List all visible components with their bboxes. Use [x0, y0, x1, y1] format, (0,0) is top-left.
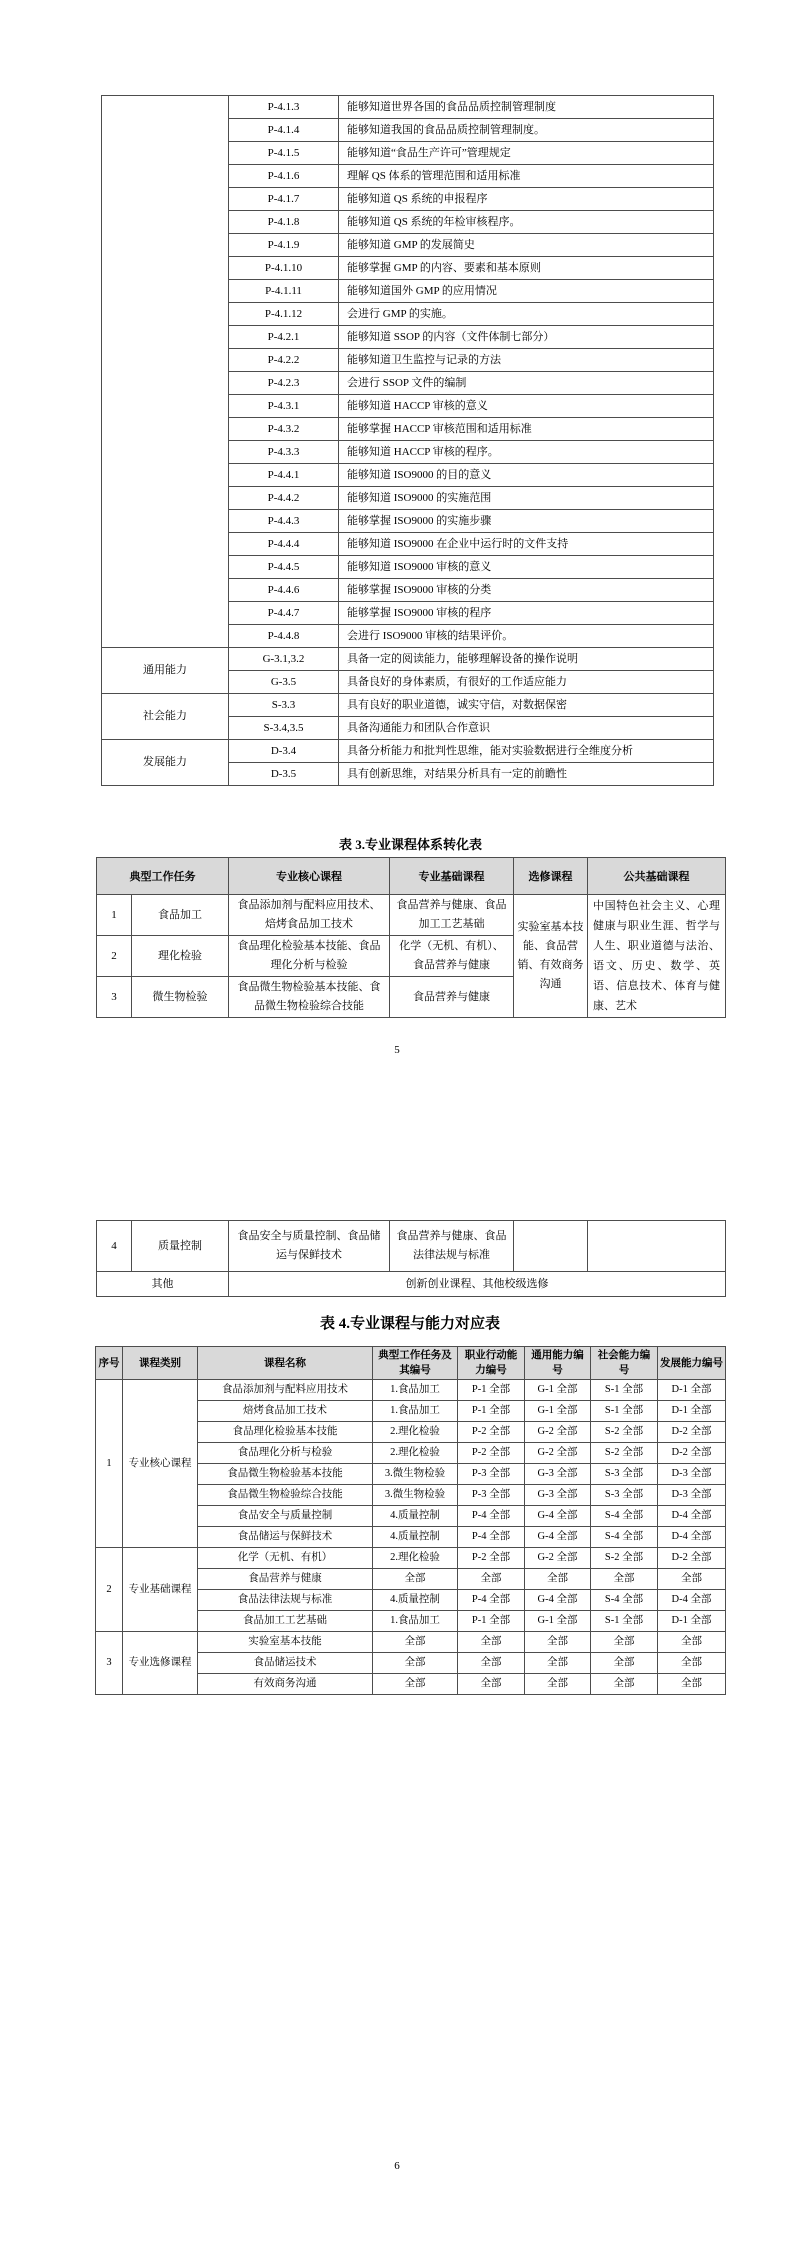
code-cell: P-4.3.3: [229, 441, 339, 464]
table-row: [96, 1380, 726, 1401]
desc-cell: 能够知道 ISO9000 的实施范围: [339, 487, 714, 510]
development-ability-cell: D-3 全部: [658, 1464, 726, 1485]
table3-header-row: [97, 858, 726, 895]
code-cell: P-4.3.1: [229, 395, 339, 418]
desc-cell: 具备一定的阅读能力，能够理解设备的操作说明: [339, 648, 714, 671]
code-cell: P-4.3.2: [229, 418, 339, 441]
code-cell: P-4.1.7: [229, 188, 339, 211]
development-ability-cell: D-1 全部: [658, 1611, 726, 1632]
table-row: [96, 1632, 726, 1653]
table-row: [102, 96, 714, 119]
professional-ability-cell: P-3 全部: [458, 1485, 525, 1506]
desc-cell: 能够知道我国的食品品质控制管理制度。: [339, 119, 714, 142]
category-cell: 通用能力: [102, 648, 229, 694]
professional-ability-cell: P-1 全部: [458, 1380, 525, 1401]
category-cell: 发展能力: [102, 740, 229, 786]
typical-task-cell: 全部: [373, 1653, 458, 1674]
desc-cell: 能够掌握 GMP 的内容、要素和基本原则: [339, 257, 714, 280]
code-cell: P-4.4.1: [229, 464, 339, 487]
desc-cell: 能够掌握 HACCP 审核范围和适用标准: [339, 418, 714, 441]
typical-task-cell: 1.食品加工: [373, 1401, 458, 1422]
table-row: [97, 1221, 726, 1272]
elective-courses-cell: 实验室基本技能、食品营销、有效商务沟通: [514, 895, 588, 1018]
social-ability-cell: S-3 全部: [591, 1464, 658, 1485]
desc-cell: 能够知道 GMP 的发展简史: [339, 234, 714, 257]
desc-cell: 能够知道卫生监控与记录的方法: [339, 349, 714, 372]
typical-task-cell: 3.微生物检验: [373, 1485, 458, 1506]
desc-cell: 能够知道 QS 系统的申报程序: [339, 188, 714, 211]
code-cell: P-4.1.10: [229, 257, 339, 280]
header-basic-courses: 专业基础课程: [390, 858, 514, 895]
desc-cell: 具有良好的职业道德，诚实守信，对数据保密: [339, 694, 714, 717]
general-ability-cell: G-2 全部: [525, 1443, 591, 1464]
table-row: [102, 648, 714, 671]
row-number-cell: 4: [97, 1221, 132, 1272]
general-ability-cell: G-2 全部: [525, 1548, 591, 1569]
general-ability-cell: G-3 全部: [525, 1464, 591, 1485]
general-ability-cell: G-1 全部: [525, 1611, 591, 1632]
header-seq: 序号: [96, 1347, 123, 1380]
header-core-courses: 专业核心课程: [229, 858, 390, 895]
course-category-cell: 专业核心课程: [123, 1380, 198, 1548]
desc-cell: 会进行 ISO9000 审核的结果评价。: [339, 625, 714, 648]
page-number-6: 6: [394, 2160, 400, 2172]
typical-task-cell: 全部: [373, 1674, 458, 1695]
public-cell-empty: [588, 1221, 726, 1272]
code-cell: G-3.1,3.2: [229, 648, 339, 671]
other-value-cell: 创新创业课程、其他校级选修: [229, 1272, 726, 1297]
core-courses-cell: 食品理化检验基本技能、食品理化分析与检验: [229, 936, 390, 977]
table-row: [96, 1548, 726, 1569]
development-ability-cell: 全部: [658, 1632, 726, 1653]
course-system-table: [96, 857, 726, 1018]
professional-ability-cell: P-2 全部: [458, 1422, 525, 1443]
basic-courses-cell: 食品营养与健康、食品加工工艺基础: [390, 895, 514, 936]
core-courses-cell: 食品安全与质量控制、食品储运与保鲜技术: [229, 1221, 390, 1272]
desc-cell: 具有创新思维，对结果分析具有一定的前瞻性: [339, 763, 714, 786]
course-name-cell: 食品储运与保鲜技术: [198, 1527, 373, 1548]
course-name-cell: 食品微生物检验基本技能: [198, 1464, 373, 1485]
professional-ability-cell: P-1 全部: [458, 1611, 525, 1632]
code-cell: P-4.4.7: [229, 602, 339, 625]
development-ability-cell: D-1 全部: [658, 1380, 726, 1401]
development-ability-cell: 全部: [658, 1569, 726, 1590]
code-cell: D-3.5: [229, 763, 339, 786]
professional-ability-cell: 全部: [458, 1569, 525, 1590]
professional-ability-cell: 全部: [458, 1653, 525, 1674]
course-category-cell: 专业选修课程: [123, 1632, 198, 1695]
typical-task-cell: 2.理化检验: [373, 1422, 458, 1443]
social-ability-cell: 全部: [591, 1653, 658, 1674]
general-ability-cell: G-3 全部: [525, 1485, 591, 1506]
code-cell: P-4.4.6: [229, 579, 339, 602]
code-cell: P-4.4.3: [229, 510, 339, 533]
professional-ability-cell: P-4 全部: [458, 1506, 525, 1527]
desc-cell: 能够知道 ISO9000 在企业中运行时的文件支持: [339, 533, 714, 556]
social-ability-cell: S-1 全部: [591, 1611, 658, 1632]
general-ability-cell: G-2 全部: [525, 1422, 591, 1443]
social-ability-cell: S-4 全部: [591, 1506, 658, 1527]
row-number-cell: 2: [97, 936, 132, 977]
group-number-cell: 1: [96, 1380, 123, 1548]
code-cell: P-4.2.3: [229, 372, 339, 395]
development-ability-cell: 全部: [658, 1674, 726, 1695]
task-cell: 微生物检验: [132, 977, 229, 1018]
social-ability-cell: S-3 全部: [591, 1485, 658, 1506]
course-system-table-continued: [96, 1220, 726, 1297]
social-ability-cell: S-4 全部: [591, 1527, 658, 1548]
group-number-cell: 2: [96, 1548, 123, 1632]
development-ability-cell: D-1 全部: [658, 1401, 726, 1422]
page-number-5: 5: [394, 1044, 400, 1056]
course-name-cell: 食品添加剂与配料应用技术: [198, 1380, 373, 1401]
code-cell: P-4.1.6: [229, 165, 339, 188]
typical-task-cell: 3.微生物检验: [373, 1464, 458, 1485]
basic-courses-cell: 食品营养与健康: [390, 977, 514, 1018]
social-ability-cell: 全部: [591, 1569, 658, 1590]
desc-cell: 具备良好的身体素质，有很好的工作适应能力: [339, 671, 714, 694]
course-category-cell: 专业基础课程: [123, 1548, 198, 1632]
course-name-cell: 食品理化检验基本技能: [198, 1422, 373, 1443]
desc-cell: 能够知道 SSOP 的内容（文件体制七部分）: [339, 326, 714, 349]
development-ability-cell: D-2 全部: [658, 1548, 726, 1569]
row-number-cell: 1: [97, 895, 132, 936]
desc-cell: 能够知道 HACCP 审核的程序。: [339, 441, 714, 464]
desc-cell: 理解 QS 体系的管理范围和适用标准: [339, 165, 714, 188]
course-name-cell: 食品法律法规与标准: [198, 1590, 373, 1611]
public-courses-cell: 中国特色社会主义、心理健康与职业生涯、哲学与人生、职业道德与法治、语文、历史、数学、英语、信息技术、体育与健康、艺术: [588, 895, 726, 1018]
code-cell: P-4.4.4: [229, 533, 339, 556]
code-cell: D-3.4: [229, 740, 339, 763]
development-ability-cell: D-4 全部: [658, 1590, 726, 1611]
header-general-ability-no: 通用能力编号: [525, 1347, 591, 1380]
header-development-ability-no: 发展能力编号: [658, 1347, 726, 1380]
desc-cell: 能够知道 QS 系统的年检审核程序。: [339, 211, 714, 234]
course-name-cell: 食品储运技术: [198, 1653, 373, 1674]
code-cell: P-4.1.11: [229, 280, 339, 303]
basic-courses-cell: 食品营养与健康、食品法律法规与标准: [390, 1221, 514, 1272]
course-name-cell: 食品加工工艺基础: [198, 1611, 373, 1632]
code-cell: P-4.1.3: [229, 96, 339, 119]
development-ability-cell: D-2 全部: [658, 1422, 726, 1443]
typical-task-cell: 4.质量控制: [373, 1506, 458, 1527]
professional-ability-cell: P-2 全部: [458, 1548, 525, 1569]
code-cell: P-4.1.8: [229, 211, 339, 234]
group-number-cell: 3: [96, 1632, 123, 1695]
social-ability-cell: 全部: [591, 1632, 658, 1653]
course-ability-table: [95, 1346, 726, 1695]
general-ability-cell: 全部: [525, 1632, 591, 1653]
header-typical-task: 典型工作任务: [97, 858, 229, 895]
professional-ability-cell: 全部: [458, 1632, 525, 1653]
other-label-cell: 其他: [97, 1272, 229, 1297]
professional-ability-cell: P-4 全部: [458, 1527, 525, 1548]
task-cell: 理化检验: [132, 936, 229, 977]
basic-courses-cell: 化学（无机、有机）、食品营养与健康: [390, 936, 514, 977]
professional-ability-cell: P-2 全部: [458, 1443, 525, 1464]
development-ability-cell: 全部: [658, 1653, 726, 1674]
competency-table-continued: [101, 95, 714, 786]
table-row: [102, 740, 714, 763]
social-ability-cell: S-1 全部: [591, 1401, 658, 1422]
desc-cell: 会进行 SSOP 文件的编制: [339, 372, 714, 395]
elective-cell-empty: [514, 1221, 588, 1272]
code-cell: G-3.5: [229, 671, 339, 694]
development-ability-cell: D-3 全部: [658, 1485, 726, 1506]
development-ability-cell: D-4 全部: [658, 1506, 726, 1527]
desc-cell: 具备沟通能力和团队合作意识: [339, 717, 714, 740]
header-social-ability-no: 社会能力编号: [591, 1347, 658, 1380]
table-row: [97, 1272, 726, 1297]
desc-cell: 能够知道 HACCP 审核的意义: [339, 395, 714, 418]
course-name-cell: 实验室基本技能: [198, 1632, 373, 1653]
social-ability-cell: S-4 全部: [591, 1590, 658, 1611]
course-name-cell: 食品微生物检验综合技能: [198, 1485, 373, 1506]
general-ability-cell: G-1 全部: [525, 1380, 591, 1401]
development-ability-cell: D-4 全部: [658, 1527, 726, 1548]
desc-cell: 能够掌握 ISO9000 审核的分类: [339, 579, 714, 602]
code-cell: P-4.2.2: [229, 349, 339, 372]
general-ability-cell: 全部: [525, 1674, 591, 1695]
professional-ability-cell: P-1 全部: [458, 1401, 525, 1422]
typical-task-cell: 4.质量控制: [373, 1527, 458, 1548]
desc-cell: 能够知道国外 GMP 的应用情况: [339, 280, 714, 303]
category-cell: 社会能力: [102, 694, 229, 740]
desc-cell: 会进行 GMP 的实施。: [339, 303, 714, 326]
row-number-cell: 3: [97, 977, 132, 1018]
general-ability-cell: G-4 全部: [525, 1527, 591, 1548]
social-ability-cell: S-2 全部: [591, 1443, 658, 1464]
typical-task-cell: 1.食品加工: [373, 1611, 458, 1632]
code-cell: P-4.1.12: [229, 303, 339, 326]
social-ability-cell: S-2 全部: [591, 1548, 658, 1569]
professional-ability-cell: P-3 全部: [458, 1464, 525, 1485]
code-cell: P-4.4.2: [229, 487, 339, 510]
social-ability-cell: S-1 全部: [591, 1380, 658, 1401]
code-cell: P-4.4.8: [229, 625, 339, 648]
typical-task-cell: 全部: [373, 1632, 458, 1653]
code-cell: P-4.2.1: [229, 326, 339, 349]
desc-cell: 能够掌握 ISO9000 的实施步骤: [339, 510, 714, 533]
professional-ability-cell: 全部: [458, 1674, 525, 1695]
desc-cell: 能够知道 ISO9000 的目的意义: [339, 464, 714, 487]
professional-ability-cell: P-4 全部: [458, 1590, 525, 1611]
course-name-cell: 食品安全与质量控制: [198, 1506, 373, 1527]
header-public-courses: 公共基础课程: [588, 858, 726, 895]
header-typical-task-no: 典型工作任务及其编号: [373, 1347, 458, 1380]
typical-task-cell: 4.质量控制: [373, 1590, 458, 1611]
code-cell: S-3.3: [229, 694, 339, 717]
desc-cell: 能够知道世界各国的食品品质控制管理制度: [339, 96, 714, 119]
code-cell: S-3.4,3.5: [229, 717, 339, 740]
social-ability-cell: 全部: [591, 1674, 658, 1695]
desc-cell: 具备分析能力和批判性思维，能对实验数据进行全维度分析: [339, 740, 714, 763]
course-name-cell: 焙烤食品加工技术: [198, 1401, 373, 1422]
core-courses-cell: 食品微生物检验基本技能、食品微生物检验综合技能: [229, 977, 390, 1018]
typical-task-cell: 2.理化检验: [373, 1548, 458, 1569]
general-ability-cell: G-4 全部: [525, 1590, 591, 1611]
typical-task-cell: 2.理化检验: [373, 1443, 458, 1464]
desc-cell: 能够知道“食品生产许可”管理规定: [339, 142, 714, 165]
course-name-cell: 有效商务沟通: [198, 1674, 373, 1695]
typical-task-cell: 全部: [373, 1569, 458, 1590]
category-cell-empty: [102, 96, 229, 648]
table4-title: 表 4.专业课程与能力对应表: [319, 1316, 500, 1332]
code-cell: P-4.1.4: [229, 119, 339, 142]
course-name-cell: 食品营养与健康: [198, 1569, 373, 1590]
course-name-cell: 化学（无机、有机）: [198, 1548, 373, 1569]
social-ability-cell: S-2 全部: [591, 1422, 658, 1443]
code-cell: P-4.4.5: [229, 556, 339, 579]
table3-title: 表 3.专业课程体系转化表: [338, 837, 482, 852]
general-ability-cell: 全部: [525, 1569, 591, 1590]
desc-cell: 能够掌握 ISO9000 审核的程序: [339, 602, 714, 625]
typical-task-cell: 1.食品加工: [373, 1380, 458, 1401]
code-cell: P-4.1.9: [229, 234, 339, 257]
table-row: [97, 895, 726, 936]
header-professional-ability-no: 职业行动能力编号: [458, 1347, 525, 1380]
header-elective-courses: 选修课程: [514, 858, 588, 895]
task-cell: 食品加工: [132, 895, 229, 936]
desc-cell: 能够知道 ISO9000 审核的意义: [339, 556, 714, 579]
course-name-cell: 食品理化分析与检验: [198, 1443, 373, 1464]
code-cell: P-4.1.5: [229, 142, 339, 165]
table4-header-row: [96, 1347, 726, 1380]
table-row: [102, 694, 714, 717]
header-course-name: 课程名称: [198, 1347, 373, 1380]
general-ability-cell: G-4 全部: [525, 1506, 591, 1527]
development-ability-cell: D-2 全部: [658, 1443, 726, 1464]
header-course-category: 课程类别: [123, 1347, 198, 1380]
general-ability-cell: 全部: [525, 1653, 591, 1674]
general-ability-cell: G-1 全部: [525, 1401, 591, 1422]
task-cell: 质量控制: [132, 1221, 229, 1272]
core-courses-cell: 食品添加剂与配料应用技术、焙烤食品加工技术: [229, 895, 390, 936]
